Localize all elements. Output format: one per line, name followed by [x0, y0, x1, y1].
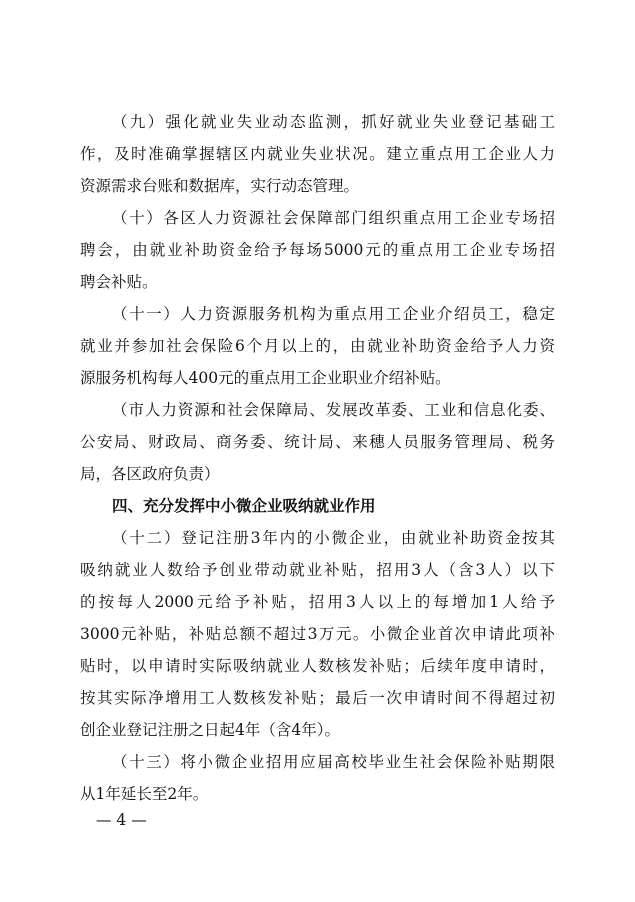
- paragraph-11-line-3: 源服务机构每人400元的重点用工企业职业介绍补贴。: [80, 369, 451, 387]
- paragraph-12-line-6: 按其实际净增用工人数核发补贴；最后一次申请时间不得超过初: [80, 689, 555, 707]
- paragraph-10-line-1: （十）各区人力资源社会保障部门组织重点用工企业专场招: [112, 209, 555, 227]
- paragraph-13-line-2: 从1年延长至2年。: [80, 785, 209, 803]
- paragraph-12-line-1: （十二）登记注册3年内的小微企业，由就业补助资金按其: [112, 529, 555, 547]
- paragraph-10-line-3: 聘会补贴。: [80, 273, 158, 291]
- paragraph-12-line-3: 的按每人2000元给予补贴，招用3人以上的每增加1人给予: [80, 593, 555, 611]
- page-number: — 4 —: [96, 811, 147, 829]
- paragraph-12-line-2: 吸纳就业人数给予创业带动就业补贴，招用3人（含3人）以下: [80, 561, 555, 579]
- paragraph-9-line-1: （九）强化就业失业动态监测，抓好就业失业登记基础工: [112, 113, 555, 131]
- paragraph-11-line-1: （十一）人力资源服务机构为重点用工企业介绍员工，稳定: [112, 305, 555, 323]
- paragraph-11-line-2: 就业并参加社会保险6个月以上的，由就业补助资金给予人力资: [80, 337, 555, 355]
- section-heading: 四、充分发挥中小微企业吸纳就业作用: [112, 496, 376, 515]
- paragraph-9-line-2: 作，及时准确掌握辖区内就业失业状况。建立重点用工企业人力: [80, 145, 555, 163]
- paragraph-13-line-1: （十三）将小微企业招用应届高校毕业生社会保险补贴期限: [112, 753, 555, 771]
- paragraph-12-line-4: 3000元补贴，补贴总额不超过3万元。小微企业首次申请此项补: [80, 625, 555, 643]
- paragraph-12-line-5: 贴时，以申请时实际吸纳就业人数核发补贴；后续年度申请时，: [80, 657, 555, 675]
- responsible-units-line-2: 公安局、财政局、商务委、统计局、来穗人员服务管理局、税务: [80, 433, 555, 451]
- paragraph-12-line-7: 创企业登记注册之日起4年（含4年）。: [80, 721, 340, 739]
- paragraph-10-line-2: 聘会，由就业补助资金给予每场5000元的重点用工企业专场招: [80, 241, 555, 259]
- paragraph-9-line-3: 资源需求台账和数据库，实行动态管理。: [80, 177, 360, 195]
- responsible-units-line-3: 局，各区政府负责）: [80, 465, 220, 483]
- responsible-units-line-1: （市人力资源和社会保障局、发展改革委、工业和信息化委、: [112, 401, 555, 419]
